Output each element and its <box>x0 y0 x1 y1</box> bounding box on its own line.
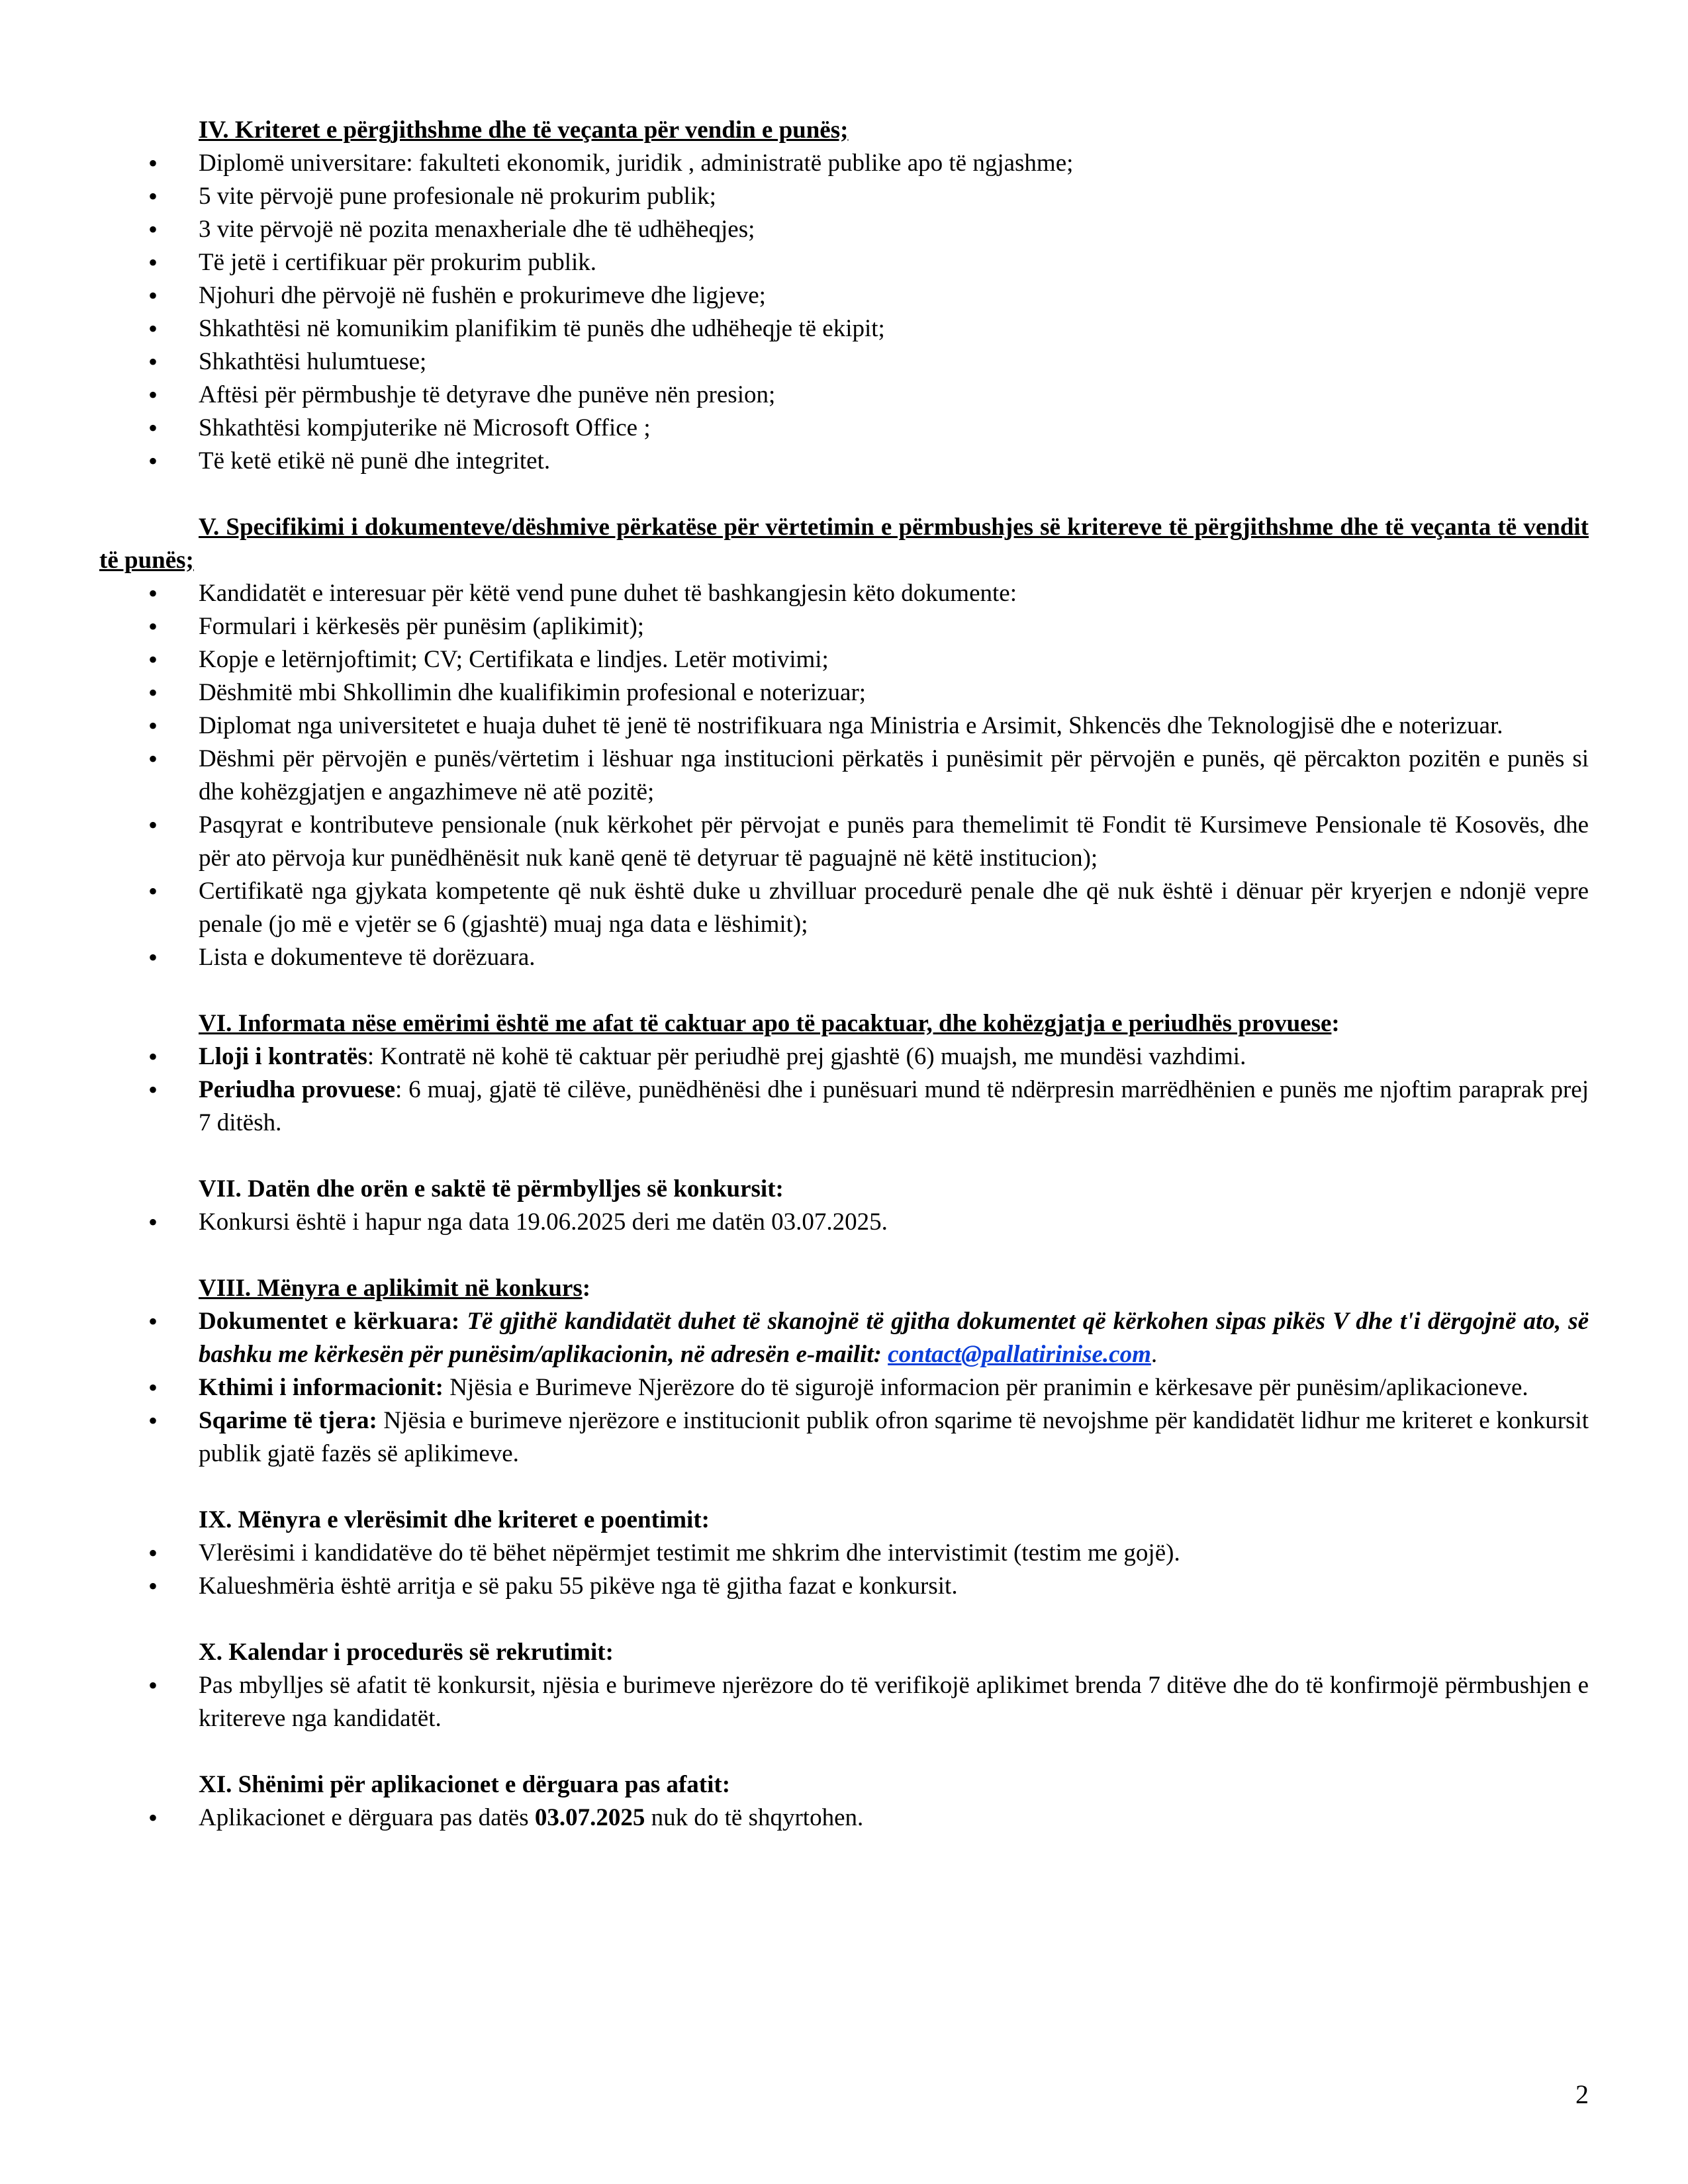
list-item: • Dokumentet e kërkuara: Të gjithë kandidatët duhet të skanojnë të gjitha dokumentet që kërkohen sipas pikës V dhe t'i dërgojnë ato, së bashku me kërkesën për punësim/aplikacionin, në adresën e-mailit: contact@pallatirinise.com. <box>99 1305 1589 1371</box>
list-item: • Kopje e letërnjoftimit; CV; Certifikata e lindjes. Letër motivimi; <box>99 643 1589 676</box>
item-text: Të gjithë kandidatët duhet të skanojnë të gjitha dokumentet që kërkohen sipas pikës V dhe t'i dërgojnë ato, së bashku me kërkesën për punësim/aplikacionin, në adresën e-mailit: <box>199 1308 1589 1368</box>
contract-list <box>99 1040 1589 1140</box>
section-x <box>99 1636 1589 1735</box>
list-item: • Aftësi për përmbushje të detyrave dhe punëve nën presion; <box>99 379 1589 412</box>
list-item: • Aplikacionet e dërguara pas datës 03.07.2025 nuk do të shqyrtohen. <box>99 1801 1589 1835</box>
item-text: Njësia e Burimeve Njerëzore do të sigurojë informacion për pranimin e kërkesave për punësim/aplikacioneve. <box>443 1374 1528 1401</box>
section-heading: VI. Informata nëse emërimi është me afat të caktuar apo të pacaktuar, dhe kohëzgjatja e periudhës provuese: <box>199 1010 1340 1037</box>
deadline-date: 03.07.2025 <box>534 1804 645 1831</box>
item-label: Dokumentet e kërkuara: <box>199 1308 460 1335</box>
section-heading: X. Kalendar i procedurës së rekrutimit: <box>199 1639 614 1666</box>
section-xi <box>99 1768 1589 1835</box>
list-item: • Pasqyrat e kontributeve pensionale (nuk kërkohet për përvojat e punës para themelimit të Fondit të Kursimeve Pensionale të Kosovës, dhe për ato përvoja kur punëdhënësit nuk kanë qenë të detyruar të paguajnë në këtë institucion); <box>99 809 1589 875</box>
item-label: Kthimi i informacionit: <box>199 1374 444 1401</box>
section-ix <box>99 1504 1589 1603</box>
section-heading: IX. Mënyra e vlerësimit dhe kriteret e poentimit: <box>199 1506 710 1533</box>
item-label: Sqarime të tjera: <box>199 1407 377 1434</box>
section-iv <box>99 114 1589 478</box>
list-item <box>99 1040 1589 1073</box>
list-item: • Shkathtësi në komunikim planifikim të punës dhe udhëheqje të ekipit; <box>99 312 1589 345</box>
list-item: • Certifikatë nga gjykata kompetente që nuk është duke u zhvilluar procedurë penale dhe që nuk është i dënuar për kryerjen e ndonjë vepre penale (jo më e vjetër se 6 (gjashtë) muaj nga data e lëshimit); <box>99 875 1589 941</box>
list-item: • Kalueshmëria është arritja e së paku 55 pikëve nga të gjitha fazat e konkursit. <box>99 1570 1589 1603</box>
section-heading: V. Specifikimi i dokumenteve/dëshmive përkatëse për vërtetimin e përmbushjes së kritereve të përgjithshme dhe të veçanta të vendit të punës; <box>99 514 1589 574</box>
list-item: • Dëshmi për përvojën e punës/vërtetim i lëshuar nga institucioni përkatës i punësimit për përvojën e punës, që përcakton pozitën e punës si dhe kohëzgjatjen e angazhimeve në atë pozitë; <box>99 743 1589 809</box>
item-text: : 6 muaj, gjatë të cilëve, punëdhënësi dhe i punësuari mund të ndërpresin marrëdhënien e punës me njoftim paraprak prej 7 ditësh. <box>199 1076 1589 1136</box>
section-viii <box>99 1272 1589 1471</box>
item-text: Njësia e burimeve njerëzore e institucionit publik ofron sqarime të nevojshme për kandidatët lidhur me kriteret e konkursit publik gjatë fazës së aplikimeve. <box>199 1407 1589 1467</box>
item-label: Periudha provuese <box>199 1076 396 1103</box>
list-item: • Njohuri dhe përvojë në fushën e prokurimeve dhe ligjeve; <box>99 279 1589 312</box>
section-heading: VII. Datën dhe orën e saktë të përmbylljes së konkursit: <box>199 1175 784 1203</box>
application-list <box>99 1305 1589 1471</box>
evaluation-list <box>99 1537 1589 1603</box>
list-item: • Konkursi është i hapur nga data 19.06.2025 deri me datën 03.07.2025. <box>99 1206 1589 1239</box>
list-item: • 3 vite përvojë në pozita menaxheriale dhe të udhëheqjes; <box>99 213 1589 246</box>
list-item: • Lista e dokumenteve të dorëzuara. <box>99 941 1589 974</box>
documents-list <box>99 577 1589 974</box>
list-item: • Pas mbylljes së afatit të konkursit, njësia e burimeve njerëzore do të verifikojë aplikimet brenda 7 ditëve dhe do të konfirmojë përmbushjen e kritereve nga kandidatët. <box>99 1669 1589 1735</box>
list-item: • Formulari i kërkesës për punësim (aplikimit); <box>99 610 1589 643</box>
list-item: • Diplomat nga universitetet e huaja duhet të jenë të nostrifikuara nga Ministria e Arsimit, Shkencës dhe Teknologjisë dhe e noterizuar. <box>99 709 1589 743</box>
calendar-list <box>99 1669 1589 1735</box>
list-item: • Shkathtësi kompjuterike në Microsoft Office ; <box>99 412 1589 445</box>
list-item: • 5 vite përvojë pune profesionale në prokurim publik; <box>99 180 1589 213</box>
section-heading: XI. Shënimi për aplikacionet e dërguara pas afatit: <box>199 1771 731 1798</box>
list-item: • Vlerësimi i kandidatëve do të bëhet nëpërmjet testimit me shkrim dhe intervistimit (testim me gojë). <box>99 1537 1589 1570</box>
list-item <box>99 1073 1589 1140</box>
list-item: • Shkathtësi hulumtuese; <box>99 345 1589 379</box>
item-label: Lloji i kontratës <box>199 1043 367 1070</box>
section-heading: VIII. Mënyra e aplikimit në konkurs: <box>199 1275 591 1302</box>
list-item: • Të ketë etikë në punë dhe integritet. <box>99 445 1589 478</box>
list-item: • Të jetë i certifikuar për prokurim publik. <box>99 246 1589 279</box>
list-item: • Kandidatët e interesuar për këtë vend pune duhet të bashkangjesin këto dokumente: <box>99 577 1589 610</box>
section-vii <box>99 1173 1589 1239</box>
list-item <box>99 1371 1589 1404</box>
section-heading: IV. Kriteret e përgjithshme dhe të veçanta për vendin e punës; <box>199 116 849 144</box>
section-v <box>99 511 1589 974</box>
section-vi <box>99 1007 1589 1140</box>
list-item: • Dëshmitë mbi Shkollimin dhe kualifikimin profesional e noterizuar; <box>99 676 1589 709</box>
page-number: 2 <box>1575 2079 1589 2109</box>
email-link[interactable]: contact@pallatirinise.com <box>888 1341 1151 1368</box>
deadline-list <box>99 1206 1589 1239</box>
late-applications-list <box>99 1801 1589 1835</box>
list-item: • Diplomë universitare: fakulteti ekonomik, juridik , administratë publike apo të ngjashme; <box>99 147 1589 180</box>
criteria-list <box>99 147 1589 478</box>
item-text: : Kontratë në kohë të caktuar për periudhë prej gjashtë (6) muajsh, me mundësi vazhdimi. <box>367 1043 1246 1070</box>
list-item <box>99 1404 1589 1471</box>
